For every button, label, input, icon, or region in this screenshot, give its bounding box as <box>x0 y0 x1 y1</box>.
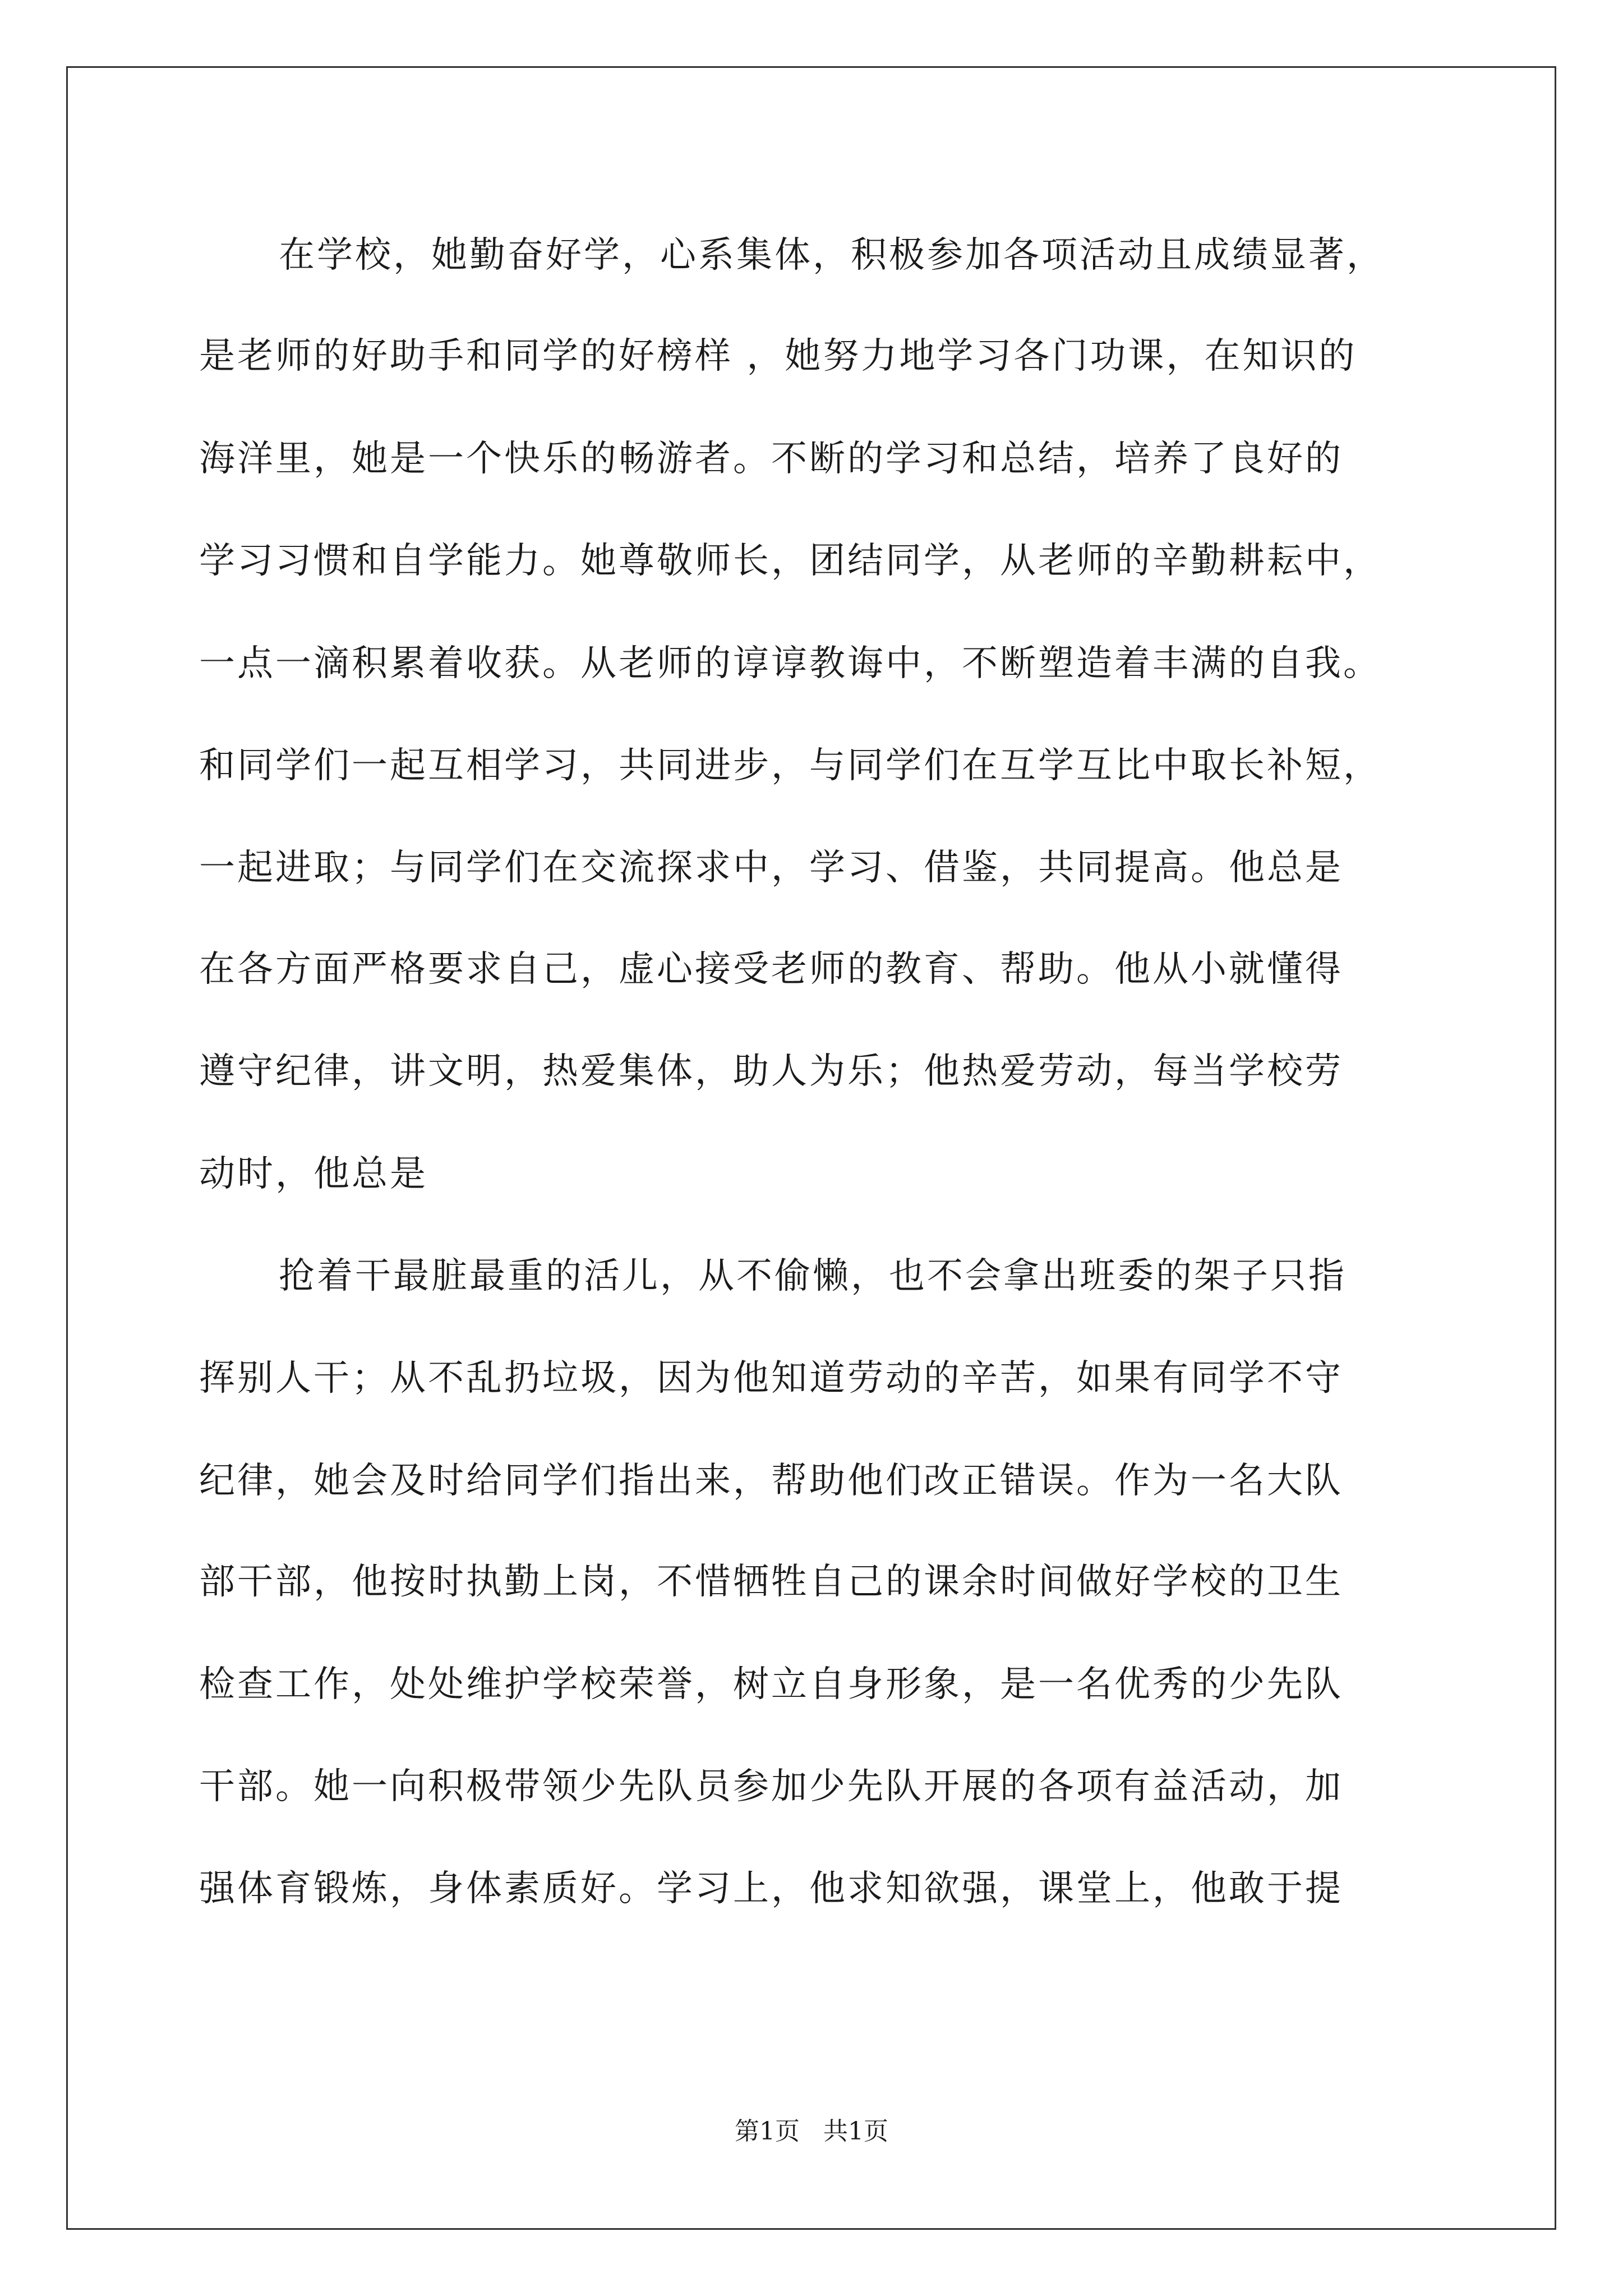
text-line: 是老师的好助手和同学的好榜样 ，她努力地学习各门功课，在知识的 <box>199 335 1357 377</box>
text-line: 一点一滴积累着收获。从老师的谆谆教诲中，不断塑造着丰满的自我。 <box>199 643 1381 684</box>
text-line: 动时，他总是 <box>199 1153 428 1195</box>
text-line: 干部。她一向积极带领少先队员参加少先队开展的各项有益活动，加 <box>199 1766 1343 1807</box>
text-line: 纪律，她会及时给同学们指出来，帮助他们改正错误。作为一名大队 <box>199 1460 1343 1502</box>
text-line: 强体育锻炼，身体素质好。学习上，他求知欲强，课堂上，他敢于提 <box>199 1868 1343 1910</box>
text-line: 和同学们一起互相学习，共同进步，与同学们在互学互比中取长补短， <box>199 745 1381 786</box>
text-line: 部干部，他按时执勤上岗，不惜牺牲自己的课余时间做好学校的卫生 <box>199 1561 1343 1603</box>
text-line: 抢着干最脏最重的活儿，从不偷懒，也不会拿出班委的架子只指 <box>279 1255 1347 1297</box>
text-line: 挥别人干；从不乱扔垃圾，因为他知道劳动的辛苦，如果有同学不守 <box>199 1358 1343 1399</box>
text-line: 一起进取；与同学们在交流探求中，学习、借鉴，共同提高。他总是 <box>199 847 1343 889</box>
text-line: 在学校，她勤奋好学，心系集体，积极参加各项活动且成绩显著， <box>279 234 1385 276</box>
text-line: 海洋里，她是一个快乐的畅游者。不断的学习和总结，培养了良好的 <box>199 438 1343 480</box>
text-line: 在各方面严格要求自己，虚心接受老师的教育、帮助。他从小就懂得 <box>199 949 1343 990</box>
text-line: 检查工作，处处维护学校荣誉，树立自身形象，是一名优秀的少先队 <box>199 1664 1343 1705</box>
text-line: 遵守纪律，讲文明，热爱集体，助人为乐；他热爱劳动，每当学校劳 <box>199 1051 1343 1092</box>
page-number-footer: 第1页 共1页 <box>735 2117 888 2146</box>
text-line: 学习习惯和自学能力。她尊敬师长，团结同学，从老师的辛勤耕耘中， <box>199 540 1381 582</box>
